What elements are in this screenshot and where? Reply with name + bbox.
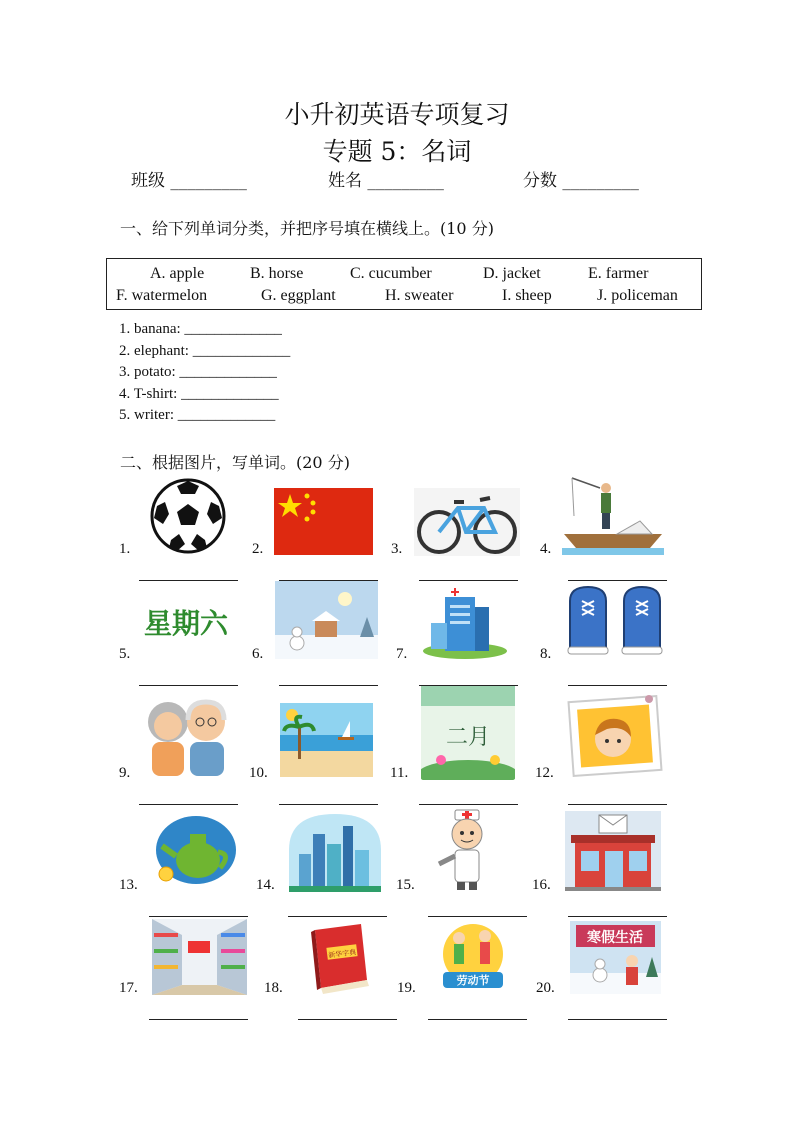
answer-line-18[interactable] bbox=[298, 1019, 397, 1020]
beach-icon bbox=[280, 703, 373, 777]
answer-line-19[interactable] bbox=[428, 1019, 527, 1020]
item-number-13: 13. bbox=[119, 877, 138, 893]
answer-line-15[interactable] bbox=[428, 916, 527, 917]
answer-line-1[interactable] bbox=[139, 580, 238, 581]
item-number-1: 1. bbox=[119, 541, 131, 557]
answer-line-6[interactable] bbox=[279, 685, 378, 686]
answer-line-9[interactable] bbox=[139, 804, 238, 805]
svg-text:二月: 二月 bbox=[445, 725, 491, 750]
fishing-boat-icon bbox=[562, 476, 664, 555]
winter-snow-scene-icon bbox=[275, 581, 378, 659]
option-b: B. horse bbox=[250, 265, 304, 282]
name-field[interactable]: 姓名 _________ bbox=[328, 171, 444, 191]
answer-line-16[interactable] bbox=[568, 916, 667, 917]
class-field[interactable]: 班级 _________ bbox=[131, 171, 247, 191]
question-3[interactable]: 3. potato: _____________ bbox=[119, 364, 277, 380]
answer-line-17[interactable] bbox=[149, 1019, 248, 1020]
item-number-10: 10. bbox=[249, 765, 268, 781]
question-2[interactable]: 2. elephant: _____________ bbox=[119, 343, 291, 359]
page-subtitle: 专题 5：名词 bbox=[322, 137, 472, 166]
question-4[interactable]: 4. T-shirt: _____________ bbox=[119, 386, 279, 402]
item-number-4: 4. bbox=[540, 541, 552, 557]
item-number-9: 9. bbox=[119, 765, 131, 781]
item-number-16: 16. bbox=[532, 877, 551, 893]
option-g: G. eggplant bbox=[261, 287, 336, 304]
item-number-12: 12. bbox=[535, 765, 554, 781]
football-icon bbox=[143, 476, 233, 556]
dictionary-icon bbox=[297, 920, 377, 996]
supermarket-icon bbox=[152, 919, 247, 995]
answer-line-12[interactable] bbox=[568, 804, 667, 805]
bicycle-icon bbox=[414, 488, 520, 556]
question-5[interactable]: 5. writer: _____________ bbox=[119, 407, 276, 423]
svg-text:新华字典: 新华字典 bbox=[327, 948, 357, 960]
svg-text:劳动节: 劳动节 bbox=[456, 974, 490, 987]
item-number-11: 11. bbox=[390, 765, 409, 781]
saturday-characters-icon bbox=[140, 588, 233, 654]
option-d: D. jacket bbox=[483, 265, 541, 282]
section2-heading: 二、根据图片，写单词。(20 分) bbox=[120, 453, 350, 472]
item-number-8: 8. bbox=[540, 646, 552, 662]
item-number-17: 17. bbox=[119, 980, 138, 996]
item-number-3: 3. bbox=[391, 541, 403, 557]
option-i: I. sheep bbox=[502, 287, 552, 304]
grandparents-icon bbox=[142, 686, 234, 778]
answer-line-8[interactable] bbox=[568, 685, 667, 686]
answer-line-10[interactable] bbox=[279, 804, 378, 805]
city-skyline-icon bbox=[289, 810, 381, 892]
option-h: H. sweater bbox=[385, 287, 454, 304]
score-field[interactable]: 分数 _________ bbox=[523, 171, 639, 191]
item-number-6: 6. bbox=[252, 646, 264, 662]
china-flag-icon bbox=[274, 488, 373, 555]
question-1[interactable]: 1. banana: _____________ bbox=[119, 321, 282, 337]
item-number-14: 14. bbox=[256, 877, 275, 893]
labour-day-icon bbox=[429, 920, 517, 995]
winter-holiday-icon bbox=[570, 921, 661, 994]
option-j: J. policeman bbox=[597, 287, 678, 304]
option-a: A. apple bbox=[150, 265, 205, 282]
answer-line-13[interactable] bbox=[149, 916, 248, 917]
teapot-icon bbox=[152, 808, 238, 892]
post-office-icon bbox=[565, 811, 661, 891]
option-f: F. watermelon bbox=[116, 287, 208, 304]
page-title: 小升初英语专项复习 bbox=[284, 100, 510, 129]
sneakers-icon bbox=[562, 581, 668, 658]
svg-text:星期六: 星期六 bbox=[143, 607, 229, 640]
item-number-5: 5. bbox=[119, 646, 131, 662]
item-number-15: 15. bbox=[396, 877, 415, 893]
answer-line-11[interactable] bbox=[419, 804, 518, 805]
item-number-7: 7. bbox=[396, 646, 408, 662]
doctor-icon bbox=[431, 806, 503, 892]
option-e: E. farmer bbox=[588, 265, 649, 282]
option-c: C. cucumber bbox=[350, 265, 432, 282]
item-number-18: 18. bbox=[264, 980, 283, 996]
item-number-2: 2. bbox=[252, 541, 264, 557]
spring-month-icon bbox=[421, 686, 515, 780]
svg-text:寒假生活: 寒假生活 bbox=[587, 930, 643, 946]
section1-heading: 一、给下列单词分类，并把序号填在横线上。(10 分) bbox=[120, 219, 494, 238]
item-number-20: 20. bbox=[536, 980, 555, 996]
answer-line-3[interactable] bbox=[419, 580, 518, 581]
boy-photo-icon bbox=[567, 689, 667, 779]
answer-line-14[interactable] bbox=[288, 916, 387, 917]
item-number-19: 19. bbox=[397, 980, 416, 996]
word-bank-box bbox=[106, 258, 702, 310]
answer-line-20[interactable] bbox=[568, 1019, 667, 1020]
hospital-building-icon bbox=[419, 583, 511, 660]
